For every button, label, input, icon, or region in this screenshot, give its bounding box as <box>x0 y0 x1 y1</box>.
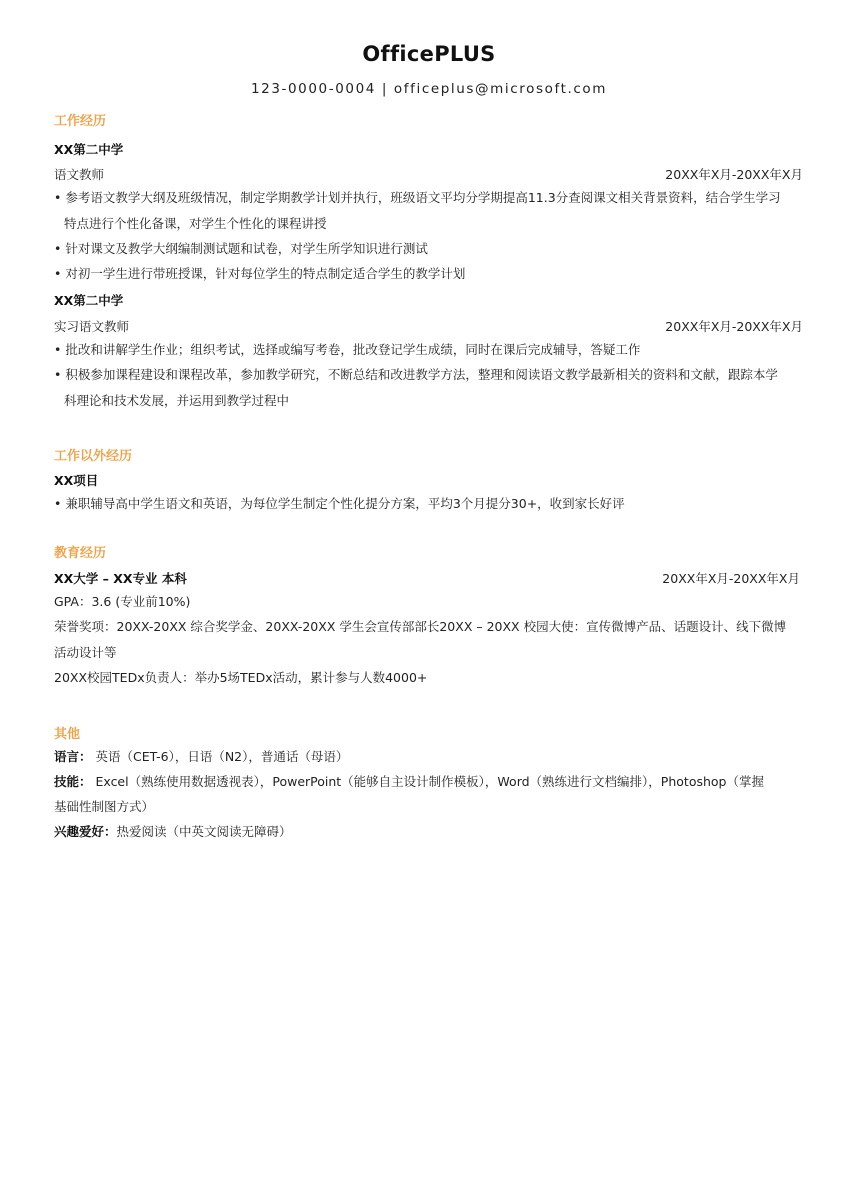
section-title-work: 工作经历 <box>54 114 107 129</box>
job-bullet: • 积极参加课程建设和课程改革，参加教学研究，不断总结和改进教学方法，整理和阅读语文教学最新相关的资料和文献，跟踪本学 <box>54 367 778 382</box>
education-honors-cont: 活动设计等 <box>54 645 117 660</box>
project-name: XX项目 <box>54 473 99 488</box>
hobby-line <box>54 819 806 845</box>
language-value: 英语（CET-6），日语（N2），普通话（母语） <box>91 749 349 764</box>
job-role: 语文教师 <box>54 167 105 182</box>
section-title-education: 教育经历 <box>54 546 107 561</box>
job-bullet: • 批改和讲解学生作业；组织考试，选择或编写考卷，批改登记学生成绩，同时在课后完成辅导，答疑工作 <box>54 342 641 357</box>
hobby-label: 兴趣爱好： <box>54 824 117 839</box>
skills-label: 技能： <box>54 774 92 789</box>
job-bullet-cont: 特点进行个性化备课，对学生个性化的课程讲授 <box>64 216 327 231</box>
language-label: 语言： <box>54 749 92 764</box>
job-org: XX第二中学 <box>54 293 124 308</box>
skills-line-cont: 基础性制图方式） <box>54 799 155 814</box>
hobby-value: 热爱阅读（中英文阅读无障碍） <box>116 824 292 839</box>
language-line <box>54 744 806 770</box>
job-bullet-cont: 科理论和技术发展，并运用到教学过程中 <box>64 393 290 408</box>
contact-info: 123-0000-0004 | officeplus@microsoft.com <box>250 81 608 97</box>
job-role: 实习语文教师 <box>54 319 130 334</box>
section-title-extra: 工作以外经历 <box>54 449 133 464</box>
skills-line <box>54 769 806 795</box>
education-date: 20XX年X月-20XX年X月 <box>662 571 800 586</box>
resume-name: OfficePLUS <box>362 42 496 66</box>
job-org: XX第二中学 <box>54 142 124 157</box>
job-bullet: • 对初一学生进行带班授课，针对每位学生的特点制定适合学生的教学计划 <box>54 266 466 281</box>
education-honors: 荣誉奖项：20XX-20XX 综合奖学金、20XX-20XX 学生会宣传部部长20XX – 20XX 校园大使：宣传微博产品、话题设计、线下微博 <box>54 619 787 634</box>
job-date: 20XX年X月-20XX年X月 <box>665 319 803 334</box>
job-date: 20XX年X月-20XX年X月 <box>665 167 803 182</box>
education-gpa: GPA：3.6 (专业前10%) <box>54 594 191 609</box>
skills-value: Excel（熟练使用数据透视表），PowerPoint（能够自主设计制作模板），Word（熟练进行文档编排），Photoshop（掌握 <box>91 774 764 789</box>
education-school: XX大学 – XX专业 本科 <box>54 571 187 586</box>
job-bullet: • 参考语文教学大纲及班级情况，制定学期教学计划并执行，班级语文平均分学期提高11.3分查阅课文相关背景资料，结合学生学习 <box>54 190 781 205</box>
job-bullet: • 针对课文及教学大纲编制测试题和试卷，对学生所学知识进行测试 <box>54 241 428 256</box>
education-tedx: 20XX校园TEDx负责人：举办5场TEDx活动，累计参与人数4000+ <box>54 670 428 685</box>
section-title-other: 其他 <box>54 727 81 742</box>
project-bullet: • 兼职辅导高中学生语文和英语，为每位学生制定个性化提分方案，平均3个月提分30+，收到家长好评 <box>54 496 625 511</box>
